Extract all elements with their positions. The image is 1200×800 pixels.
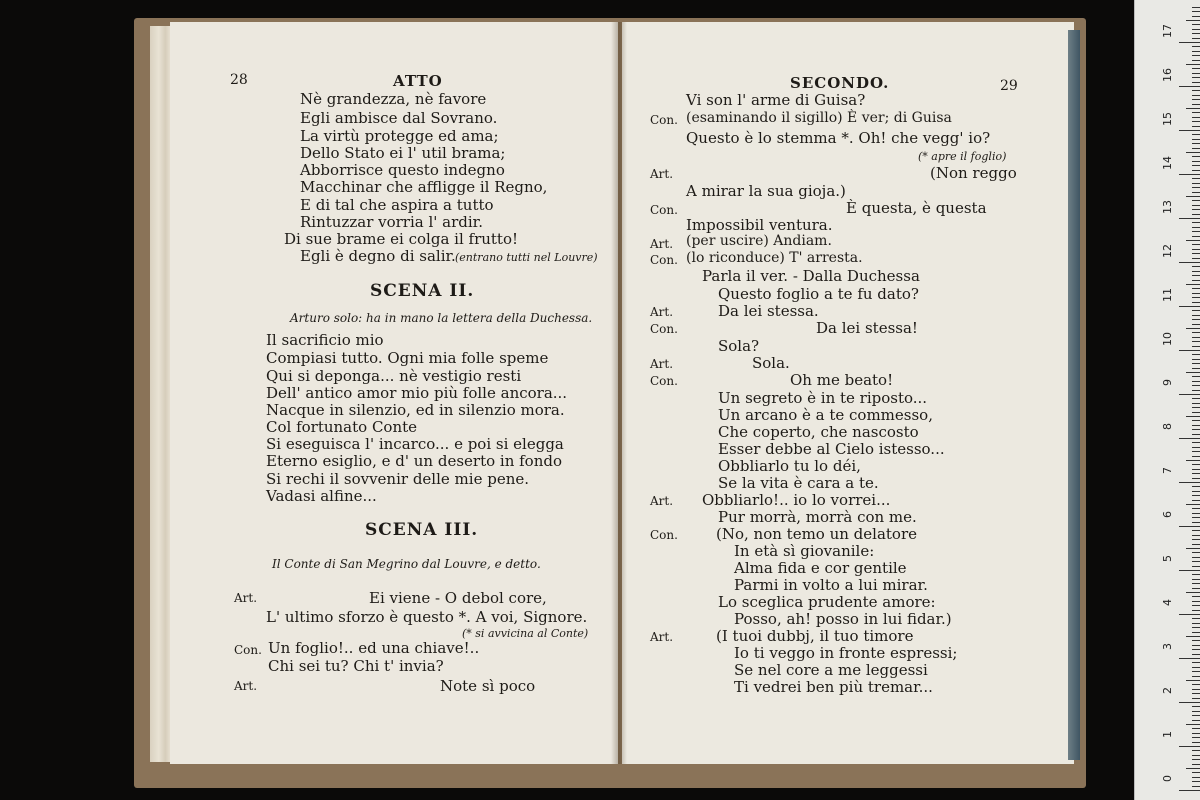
ruler-tick <box>1192 280 1200 281</box>
dialogue-line: Lo sceglica prudente amore: <box>718 593 936 611</box>
ruler-label: 9 <box>1161 379 1174 386</box>
ruler-tick <box>1192 398 1200 399</box>
verse-line: La virtù protegge ed ama; <box>300 127 499 145</box>
ruler-tick <box>1192 451 1200 452</box>
ruler-tick <box>1192 192 1200 193</box>
ruler-tick <box>1186 20 1200 21</box>
ruler-tick <box>1192 11 1200 12</box>
ruler-label: 6 <box>1161 511 1174 518</box>
ruler-tick <box>1192 442 1200 443</box>
speaker-label: Con. <box>650 113 678 127</box>
ruler-label: 3 <box>1161 643 1174 650</box>
dialogue-line: È questa, è questa <box>846 199 987 217</box>
ruler-tick <box>1192 271 1200 272</box>
ruler-tick <box>1192 354 1200 355</box>
ruler-tick <box>1192 99 1200 100</box>
speaker-label: Con. <box>650 203 678 217</box>
ruler-tick <box>1192 82 1200 83</box>
dialogue-line: Ti vedrei ben più tremar... <box>734 678 933 696</box>
ruler-tick <box>1192 324 1200 325</box>
ruler-tick <box>1192 447 1200 448</box>
dialogue-line: Parla il ver. - Dalla Duchessa <box>702 267 920 285</box>
ruler-tick <box>1192 517 1200 518</box>
ruler-tick <box>1192 51 1200 52</box>
ruler-label: 15 <box>1161 112 1174 126</box>
ruler-tick <box>1192 178 1200 179</box>
ruler-tick <box>1179 570 1200 571</box>
ruler-tick <box>1192 38 1200 39</box>
ruler-tick <box>1179 482 1200 483</box>
ruler-tick <box>1192 486 1200 487</box>
dialogue-line: L' ultimo sforzo è questo *. A voi, Signore. <box>266 608 588 626</box>
ruler-tick <box>1192 33 1200 34</box>
dialogue-line: (I tuoi dubbj, il tuo timore <box>716 627 914 645</box>
ruler-tick <box>1192 574 1200 575</box>
ruler-tick <box>1192 156 1200 157</box>
ruler-tick <box>1192 139 1200 140</box>
ruler-tick <box>1192 544 1200 545</box>
dialogue-line: Un foglio!.. ed una chiave!.. <box>268 639 480 657</box>
ruler-tick <box>1186 592 1200 593</box>
ruler-tick <box>1186 372 1200 373</box>
ruler-tick <box>1179 174 1200 175</box>
dialogue-line: Questo foglio a te fu dato? <box>718 285 919 303</box>
dialogue-line: (per uscire) Andiam. <box>686 233 832 249</box>
ruler-tick <box>1192 385 1200 386</box>
dialogue-line: Sola. <box>752 354 790 372</box>
ruler-tick <box>1192 310 1200 311</box>
stage-direction: (entrano tutti nel Louvre) <box>455 251 598 264</box>
left-running-head: ATTO <box>393 72 443 90</box>
dialogue-line: Ei viene - O debol core, <box>369 589 547 607</box>
ruler-tick <box>1179 526 1200 527</box>
speaker-label: Art. <box>650 630 674 644</box>
speaker-label: Art. <box>234 679 258 693</box>
ruler-tick <box>1192 605 1200 606</box>
scene-3-subtitle: Il Conte di San Megrino dal Louvre, e detto. <box>272 557 541 571</box>
ruler-label: 16 <box>1161 68 1174 82</box>
ruler-tick <box>1192 104 1200 105</box>
ruler-tick <box>1192 117 1200 118</box>
ruler-tick <box>1192 381 1200 382</box>
speaker-label: Con. <box>234 643 262 657</box>
measurement-ruler <box>1134 0 1200 800</box>
ruler-label: 10 <box>1161 332 1174 346</box>
ruler-tick <box>1192 236 1200 237</box>
speaker-label: Con. <box>650 374 678 388</box>
ruler-tick <box>1192 645 1200 646</box>
ruler-tick <box>1192 297 1200 298</box>
dialogue-line: Questo è lo stemma *. Oh! che vegg' io? <box>686 129 991 147</box>
verse-line: Col fortunato Conte <box>266 418 418 436</box>
ruler-tick <box>1179 130 1200 131</box>
speaker-label: Art. <box>650 305 674 319</box>
ruler-tick <box>1179 42 1200 43</box>
ruler-label: 1 <box>1161 731 1174 738</box>
ruler-tick <box>1192 425 1200 426</box>
ruler-tick <box>1186 64 1200 65</box>
verse-line: Egli ambisce dal Sovrano. <box>300 109 498 127</box>
ruler-tick <box>1192 346 1200 347</box>
dialogue-line: Che coperto, che nascosto <box>718 423 919 441</box>
ruler-tick <box>1192 627 1200 628</box>
ruler-tick <box>1192 772 1200 773</box>
ruler-tick <box>1192 95 1200 96</box>
ruler-tick <box>1192 420 1200 421</box>
ruler-tick <box>1192 244 1200 245</box>
ruler-tick <box>1192 319 1200 320</box>
ruler-label: 13 <box>1161 200 1174 214</box>
verse-line: Il sacrificio mio <box>266 331 384 349</box>
ruler-tick <box>1186 152 1200 153</box>
ruler-tick <box>1192 205 1200 206</box>
verse-line: Dello Stato ei l' util brama; <box>300 144 506 162</box>
ruler-tick <box>1192 561 1200 562</box>
page-edges-left <box>150 26 172 762</box>
ruler-tick <box>1192 200 1200 201</box>
ruler-tick <box>1192 403 1200 404</box>
ruler-tick <box>1192 266 1200 267</box>
ruler-label: 14 <box>1161 156 1174 170</box>
ruler-tick <box>1179 746 1200 747</box>
ruler-tick <box>1192 46 1200 47</box>
ruler-tick <box>1186 284 1200 285</box>
verse-line: Qui si deponga... nè vestigio resti <box>266 367 522 385</box>
ruler-tick <box>1192 464 1200 465</box>
ruler-tick <box>1192 676 1200 677</box>
ruler-tick <box>1192 667 1200 668</box>
ruler-tick <box>1192 134 1200 135</box>
ruler-tick <box>1192 249 1200 250</box>
ruler-tick <box>1192 579 1200 580</box>
dialogue-line: Pur morrà, morrà con me. <box>718 508 917 526</box>
dialogue-line: Da lei stessa! <box>816 319 918 337</box>
ruler-tick <box>1192 693 1200 694</box>
ruler-tick <box>1192 500 1200 501</box>
ruler-tick <box>1192 491 1200 492</box>
ruler-tick <box>1192 214 1200 215</box>
ruler-tick <box>1179 438 1200 439</box>
page-edges-right <box>1068 30 1080 760</box>
dialogue-line: Chi sei tu? Chi t' invia? <box>268 657 444 675</box>
ruler-tick <box>1192 368 1200 369</box>
ruler-tick <box>1192 684 1200 685</box>
ruler-tick <box>1192 711 1200 712</box>
ruler-tick <box>1192 143 1200 144</box>
ruler-tick <box>1186 416 1200 417</box>
ruler-tick <box>1192 671 1200 672</box>
ruler-tick <box>1192 332 1200 333</box>
dialogue-line: Obbliarlo tu lo déi, <box>718 457 861 475</box>
ruler-tick <box>1192 68 1200 69</box>
ruler-tick <box>1192 227 1200 228</box>
right-running-head: SECONDO. <box>790 74 890 92</box>
ruler-tick <box>1192 55 1200 56</box>
ruler-tick <box>1192 777 1200 778</box>
verse-line: Vadasi alfine... <box>266 487 377 505</box>
ruler-tick <box>1192 618 1200 619</box>
dialogue-line: A mirar la sua gioja.) <box>686 182 846 200</box>
dialogue-line: Sola? <box>718 337 760 355</box>
ruler-label: 5 <box>1161 555 1174 562</box>
verse-line: E di tal che aspira a tutto <box>300 196 494 214</box>
ruler-tick <box>1192 60 1200 61</box>
dialogue-line: Io ti veggo in fronte espressi; <box>734 644 958 662</box>
verse-line: Eterno esiglio, e d' un deserto in fondo <box>266 452 563 470</box>
verse-line: Rintuzzar vorria l' ardir. <box>300 213 483 231</box>
ruler-tick <box>1192 73 1200 74</box>
ruler-tick <box>1192 183 1200 184</box>
ruler-tick <box>1192 412 1200 413</box>
ruler-tick <box>1192 632 1200 633</box>
ruler-tick <box>1192 90 1200 91</box>
dialogue-line: Vi son l' arme di Guisa? <box>686 91 866 109</box>
ruler-tick <box>1186 680 1200 681</box>
dialogue-line: Impossibil ventura. <box>686 216 833 234</box>
verse-line: Macchinar che affligge il Regno, <box>300 178 548 196</box>
ruler-tick <box>1192 750 1200 751</box>
dialogue-line: (Non reggo <box>930 164 1017 182</box>
ruler-tick <box>1192 258 1200 259</box>
book-gutter <box>611 22 627 764</box>
ruler-tick <box>1192 662 1200 663</box>
ruler-tick <box>1192 126 1200 127</box>
ruler-tick <box>1192 469 1200 470</box>
ruler-tick <box>1192 706 1200 707</box>
speaker-label: Art. <box>650 237 674 251</box>
ruler-label: 2 <box>1161 687 1174 694</box>
ruler-tick <box>1192 566 1200 567</box>
ruler-tick <box>1192 363 1200 364</box>
verse-line: Compiasi tutto. Ogni mia folle speme <box>266 349 549 367</box>
ruler-tick <box>1192 148 1200 149</box>
ruler-tick <box>1192 583 1200 584</box>
ruler-tick <box>1192 407 1200 408</box>
ruler-tick <box>1186 504 1200 505</box>
dialogue-line: Esser debbe al Cielo istesso... <box>718 440 945 458</box>
speaker-label: Con. <box>650 253 678 267</box>
dialogue-line: Se la vita è cara a te. <box>718 474 879 492</box>
speaker-label: Art. <box>650 357 674 371</box>
ruler-tick <box>1192 733 1200 734</box>
ruler-tick <box>1186 724 1200 725</box>
dialogue-line: Parmi in volto a lui mirar. <box>734 576 928 594</box>
ruler-tick <box>1192 302 1200 303</box>
ruler-tick <box>1192 535 1200 536</box>
dialogue-line: (esaminando il sigillo) È ver; di Guisa <box>686 110 952 126</box>
dialogue-line: Obbliarlo!.. io lo vorrei... <box>702 491 891 509</box>
ruler-tick <box>1192 764 1200 765</box>
ruler-label: 12 <box>1161 244 1174 258</box>
ruler-tick <box>1192 781 1200 782</box>
ruler-tick <box>1192 654 1200 655</box>
speaker-label: Con. <box>650 322 678 336</box>
ruler-tick <box>1179 218 1200 219</box>
ruler-tick <box>1192 539 1200 540</box>
ruler-tick <box>1192 376 1200 377</box>
verse-line: Abborrisce questo indegno <box>300 161 505 179</box>
ruler-tick <box>1186 768 1200 769</box>
ruler-tick <box>1192 293 1200 294</box>
right-page-number: 29 <box>1000 78 1018 94</box>
dialogue-line: Posso, ah! posso in lui fidar.) <box>734 610 952 628</box>
ruler-tick <box>1179 702 1200 703</box>
ruler-tick <box>1192 170 1200 171</box>
speaker-label: Art. <box>234 591 258 605</box>
ruler-tick <box>1192 7 1200 8</box>
ruler-tick <box>1192 786 1200 787</box>
ruler-tick <box>1192 165 1200 166</box>
ruler-tick <box>1179 614 1200 615</box>
ruler-tick <box>1192 315 1200 316</box>
ruler-tick <box>1192 649 1200 650</box>
stage-direction: (* apre il foglio) <box>918 150 1007 163</box>
ruler-tick <box>1179 262 1200 263</box>
ruler-tick <box>1192 16 1200 17</box>
ruler-label: 11 <box>1161 288 1174 302</box>
ruler-tick <box>1192 456 1200 457</box>
ruler-tick <box>1192 596 1200 597</box>
stage-direction: (* si avvicina al Conte) <box>462 627 589 640</box>
ruler-tick <box>1192 698 1200 699</box>
verse-line: Nacque in silenzio, ed in silenzio mora. <box>266 401 565 419</box>
ruler-tick <box>1192 161 1200 162</box>
ruler-tick <box>1192 275 1200 276</box>
ruler-tick <box>1186 196 1200 197</box>
dialogue-line: Note sì poco <box>440 677 536 695</box>
ruler-tick <box>1186 240 1200 241</box>
ruler-tick <box>1192 288 1200 289</box>
ruler-tick <box>1192 610 1200 611</box>
ruler-tick <box>1192 755 1200 756</box>
ruler-label: 4 <box>1161 599 1174 606</box>
ruler-tick <box>1179 790 1200 791</box>
ruler-tick <box>1192 231 1200 232</box>
ruler-tick <box>1192 337 1200 338</box>
ruler-tick <box>1192 552 1200 553</box>
left-page-number: 28 <box>230 72 248 88</box>
ruler-tick <box>1186 108 1200 109</box>
scene-2-title: SCENA II. <box>370 281 475 301</box>
ruler-tick <box>1192 513 1200 514</box>
dialogue-line: Se nel core a me leggessi <box>734 661 928 679</box>
ruler-tick <box>1192 728 1200 729</box>
ruler-tick <box>1179 350 1200 351</box>
dialogue-line: In età sì giovanile: <box>734 542 875 560</box>
ruler-tick <box>1192 187 1200 188</box>
ruler-tick <box>1192 29 1200 30</box>
ruler-tick <box>1192 77 1200 78</box>
ruler-tick <box>1179 86 1200 87</box>
ruler-tick <box>1179 394 1200 395</box>
speaker-label: Art. <box>650 494 674 508</box>
ruler-tick <box>1192 359 1200 360</box>
ruler-tick <box>1192 742 1200 743</box>
ruler-tick <box>1192 429 1200 430</box>
scene-3-title: SCENA III. <box>365 520 479 540</box>
verse-line: Si rechi il sovvenir delle mie pene. <box>266 470 529 488</box>
ruler-tick <box>1192 341 1200 342</box>
ruler-tick <box>1192 253 1200 254</box>
ruler-tick <box>1192 478 1200 479</box>
verse-line: Di sue brame ei colga il frutto! <box>284 230 519 248</box>
ruler-tick <box>1186 636 1200 637</box>
dialogue-line: Da lei stessa. <box>718 302 819 320</box>
ruler-label: 8 <box>1161 423 1174 430</box>
ruler-tick <box>1192 720 1200 721</box>
ruler-label: 7 <box>1161 467 1174 474</box>
ruler-tick <box>1192 434 1200 435</box>
ruler-tick <box>1192 530 1200 531</box>
ruler-tick <box>1192 759 1200 760</box>
dialogue-line: (No, non temo un delatore <box>716 525 918 543</box>
ruler-tick <box>1192 588 1200 589</box>
ruler-tick <box>1192 24 1200 25</box>
ruler-tick <box>1192 495 1200 496</box>
ruler-tick <box>1192 121 1200 122</box>
verse-line: Dell' antico amor mio più folle ancora... <box>266 384 568 402</box>
ruler-label: 17 <box>1161 24 1174 38</box>
ruler-tick <box>1186 548 1200 549</box>
ruler-tick <box>1192 508 1200 509</box>
ruler-tick <box>1192 715 1200 716</box>
ruler-tick <box>1192 522 1200 523</box>
ruler-tick <box>1179 658 1200 659</box>
ruler-tick <box>1192 737 1200 738</box>
ruler-tick <box>1192 473 1200 474</box>
ruler-tick <box>1192 112 1200 113</box>
ruler-tick <box>1192 390 1200 391</box>
ruler-tick <box>1192 623 1200 624</box>
dialogue-line: Oh me beato! <box>790 371 894 389</box>
ruler-tick <box>1179 306 1200 307</box>
dialogue-line: Alma fida e cor gentile <box>734 559 907 577</box>
verse-line: Egli è degno di salir. <box>300 247 456 265</box>
ruler-tick <box>1192 601 1200 602</box>
ruler-tick <box>1186 328 1200 329</box>
ruler-tick <box>1192 222 1200 223</box>
ruler-tick <box>1186 460 1200 461</box>
dialogue-line: (lo riconduce) T' arresta. <box>686 250 863 266</box>
scene-2-subtitle: Arturo solo: ha in mano la lettera della Duchessa. <box>290 311 593 325</box>
dialogue-line: Un segreto è in te riposto... <box>718 389 928 407</box>
ruler-tick <box>1192 640 1200 641</box>
ruler-tick <box>1192 557 1200 558</box>
ruler-tick <box>1192 689 1200 690</box>
speaker-label: Art. <box>650 167 674 181</box>
dialogue-line: Un arcano è a te commesso, <box>718 406 933 424</box>
speaker-label: Con. <box>650 528 678 542</box>
ruler-label: 0 <box>1161 775 1174 782</box>
ruler-tick <box>1192 209 1200 210</box>
verse-line: Si eseguisca l' incarco... e poi si elegga <box>266 435 564 453</box>
verse-line: Nè grandezza, nè favore <box>300 90 487 108</box>
